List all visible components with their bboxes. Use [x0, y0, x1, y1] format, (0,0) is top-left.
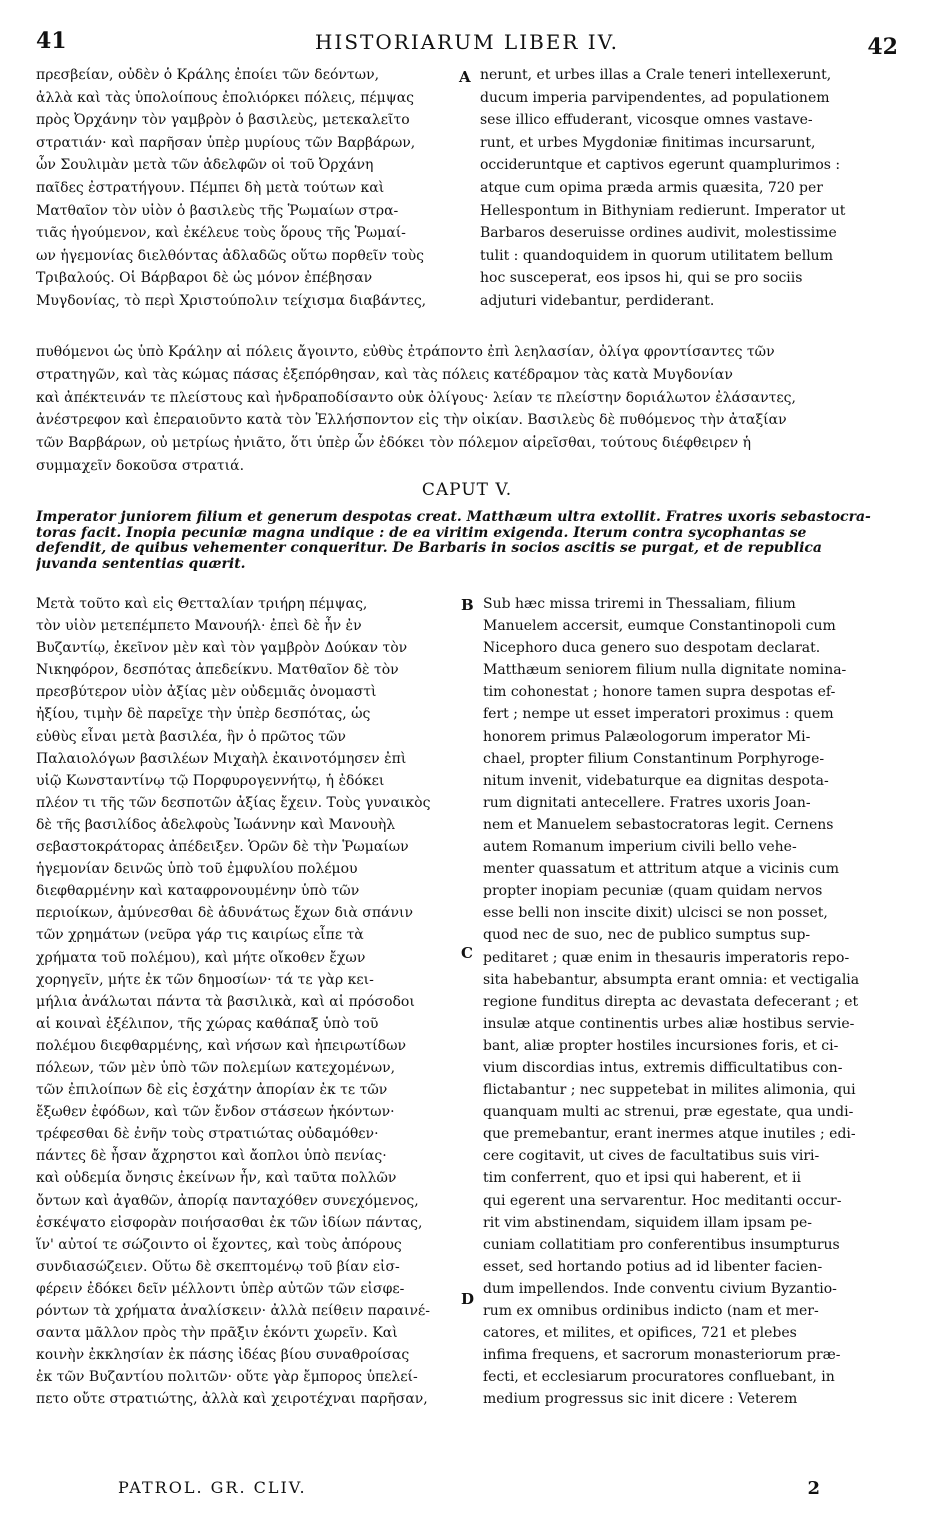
latin-line: Manuelem accersit, eumque Constantinopoli cum	[483, 618, 836, 635]
greek-line: πρὸς Ὀρχάνην τὸν γαμβρὸν ὁ βασιλεὺς, μετεκαλεῖτο	[36, 112, 410, 129]
summary-line: defendit, de quibus vehementer conqueritur. De Barbaris in socios ascitis se purgat, et de republica	[36, 541, 823, 556]
greek-line: παῖδες ἐστρατήγουν. Πέμπει δὴ μετὰ τούτων καὶ	[36, 179, 385, 196]
greek-line: ἀλλὰ καὶ τὰς ὑπολοίπους ἐπολιόρκει πόλεις, πέμψας	[36, 89, 415, 106]
greek-line: σεβαστοκράτορας ἀπέδειξεν. Ὁρῶν δὲ τὴν Ῥωμαίων	[36, 839, 409, 856]
chapter-summary	[36, 510, 898, 572]
latin-line: esset, sed hortando potius ad id libenter facien-	[483, 1258, 823, 1275]
greek-line: πολέμου διεφθαρμένης, καὶ νήσων καὶ ἠπειρωτίδων	[36, 1037, 407, 1054]
greek-line: ἵν' αὐτοί τε σώζοιντο οἱ ἔχοντες, καὶ τοὺς ἀπόρους	[36, 1236, 402, 1253]
latin-line: esse belli non inscite dixit) ulcisci se non posset,	[483, 905, 828, 922]
greek-column-top	[36, 64, 456, 313]
latin-line: sese illico effuderant, vicosque omnes vastave-	[480, 112, 813, 129]
latin-line: infima frequens, et sacrorum monasteriorum præ-	[483, 1347, 841, 1364]
latin-line: tim cohonestat ; honore tamen supra despotas ef-	[483, 684, 836, 701]
latin-line: tulit : quandoquidem in quorum utilitatem bellum	[480, 247, 833, 264]
latin-line: occideruntque et captivos egerunt quamplurimos :	[480, 157, 841, 174]
greek-line: Τριβαλούς. Οἱ Βάρβαροι δὲ ὡς μόνον ἐπέβησαν	[36, 270, 373, 287]
latin-line: Hellespontum in Bithyniam redierunt. Imperator ut	[480, 202, 846, 219]
greek-line: δὲ τῆς βασιλίδος ἀδελφοὺς Ἰωάννην καὶ Μανουὴλ	[36, 816, 396, 833]
greek-line: τῶν ἐπιλοίπων δὲ εἰς ἐσχάτην ἀπορίαν ἐκ τε τῶν	[36, 1082, 388, 1099]
greek-line: ὄντων καὶ ἀγαθῶν, ἀπορίᾳ πανταχόθεν συνεχόμενος,	[36, 1192, 419, 1209]
latin-line: medium progressus sic init dicere : Veterem	[483, 1391, 798, 1408]
latin-line: que premebantur, erant inermes atque inutiles ; edi-	[483, 1126, 856, 1143]
latin-line: adjuturi videbantur, perdiderant.	[480, 292, 715, 309]
latin-line: menter quassatum et attritum atque a vicinis cum	[483, 861, 839, 878]
margin-marker-b: B	[461, 596, 474, 614]
latin-line: nerunt, et urbes illas a Crale teneri intellexerunt,	[480, 67, 832, 83]
summary-line: juvanda sententias quærit.	[36, 556, 246, 572]
greek-line: ων ἡγεμονίας διελθόντας ἀδλαδῶς οὕτω πορθεῖν τοὺς	[36, 247, 424, 264]
latin-line: Barbaros deseruisse ordines audivit, molestissime	[480, 225, 837, 242]
greek-line: ἠξίου, τιμὴν δὲ παρεῖχε τὴν ὑπὲρ δεσπότας, ὡς	[36, 706, 371, 723]
running-title: HISTORIARUM LIBER IV.	[314, 30, 620, 54]
latin-line: autem Romanum imperium civili bello vehe-	[483, 839, 797, 856]
greek-line: στρατηγῶν, καὶ τὰς κώμας πάσας ἐξεπόρθησαν, καὶ τὰς πόλεις κατέδραμον τὰς κατὰ Μυγδονίαν	[36, 366, 733, 383]
margin-marker-c: C	[461, 944, 473, 962]
latin-line: honorem primus Palæologorum imperator Mi-	[483, 728, 811, 745]
greek-line: τῶν Βαρβάρων, οὐ μετρίως ἠνιᾶτο, ὅτι ὑπὲρ ὧν ἐδόκει τὸν πόλεμον αἱρεῖσθαι, τούτους διέφθειρεν ἡ	[36, 435, 751, 452]
greek-line: συνδιασώζειεν. Οὕτω δὲ σκεπτομένῳ τοῦ βίαν εἰσ-	[36, 1258, 400, 1275]
latin-line: quanquam multi ac strenui, præ egestate, qua undi-	[483, 1104, 854, 1121]
greek-line: αἱ κοιναὶ ἐξέλιπον, τῆς χώρας καθάπαξ ὑπὸ τοῦ	[36, 1015, 379, 1032]
latin-column-top	[480, 64, 898, 313]
latin-line: bant, aliæ propter hostiles incursiones foris, et ci-	[483, 1037, 839, 1054]
greek-line: χορηγεῖν, μήτε ἐκ τῶν δημοσίων· τά τε γὰρ κει-	[36, 971, 374, 988]
greek-line: στρατιάν· καὶ παρῆσαν ὑπὲρ μυρίους τῶν Βαρβάρων,	[36, 134, 416, 151]
latin-line: cuniam collatitiam pro conferentibus insumpturus	[483, 1236, 840, 1253]
greek-line: μήλια ἀνάλωται πάντα τὰ βασιλικὰ, καὶ αἱ πρόσοδοι	[36, 993, 415, 1010]
greek-line: ἐσκέψατο εἰσφορὰν ποιήσασθαι ἐκ τῶν ἰδίων πάντας,	[36, 1214, 423, 1231]
greek-line: πλέον τι τῆς τῶν δεσποτῶν ἀξίας ἔχειν. Τοὺς γυναικὸς	[36, 794, 431, 811]
latin-line: regione funditus direpta ac devastata defecerant ; et	[483, 993, 859, 1010]
page-header	[36, 24, 898, 60]
latin-line: nem et Manuelem sebastocratoras legit. Cernens	[483, 816, 834, 833]
greek-line: τὸν υἱὸν μετεπέμπετο Μανουήλ· ἐπεὶ δὲ ἦν ἐν	[36, 618, 362, 635]
greek-line: τρέφεσθαι δὲ ἐνῆν τοὺς στρατιώτας οὐδαμόθεν·	[36, 1126, 379, 1143]
greek-full-width-text	[36, 341, 898, 478]
greek-line: διεφθαρμένην καὶ καταφρονουμένην ὑπὸ τῶν	[36, 883, 360, 900]
greek-line: Παλαιολόγων βασιλέων Μιχαὴλ ἐκαινοτόμησεν ἐπὶ	[36, 750, 407, 767]
greek-line: κοινὴν ἐκκλησίαν ἐκ πάσης ἰδέας βίου συναθροίσας	[36, 1347, 410, 1364]
summary-line: toras facit. Inopia pecuniæ magna undique : de ea viritim exigenda. Iterum contra sycophantas se	[36, 525, 807, 541]
greek-line: πρεσβείαν, οὐδὲν ὁ Κράλης ἐποίει τῶν δεόντων,	[36, 67, 380, 83]
page-number-right: 42	[867, 34, 898, 60]
latin-line: Matthæum seniorem filium nulla dignitate nomina-	[483, 662, 847, 679]
footer-patrol: PATROL. GR. CLIV.	[118, 1478, 307, 1497]
greek-line: Βυζαντίῳ, ἐκεῖνον μὲν καὶ τὸν γαμβρὸν Δούκαν τὸν	[36, 640, 408, 657]
latin-column-main	[483, 593, 898, 1410]
latin-line: rum dignitati antecellere. Fratres uxoris Joan-	[483, 794, 811, 811]
greek-line: πάντες δὲ ἦσαν ἄχρηστοι καὶ ἄοπλοι ὑπὸ πενίας·	[36, 1148, 387, 1165]
latin-line: quod nec de suo, nec de publico sumptus sup-	[483, 927, 811, 944]
latin-line: qui egerent una servarentur. Hoc meditanti occur-	[483, 1192, 842, 1209]
latin-line: atque cum opima præda armis quæsita, 720 per	[480, 179, 823, 196]
latin-line: runt, et urbes Mygdoniæ finitimas incursarunt,	[480, 134, 816, 151]
greek-line: φέρειν ἐδόκει δεῖν μέλλοντι ὑπὲρ αὐτῶν τῶν εἰσφε-	[36, 1280, 405, 1297]
greek-line: Ματθαῖον τὸν υἱὸν ὁ βασιλεὺς τῆς Ῥωμαίων στρα-	[36, 202, 399, 219]
latin-line: rum ex omnibus ordinibus indicto (nam et mer-	[483, 1303, 819, 1319]
greek-line: τῶν χρημάτων (νεῦρα γάρ τις καιρίως εἶπε τὰ	[36, 927, 364, 944]
greek-line: περιοίκων, ἀμύνεσθαι δὲ ἀδυνάτως ἔχων διὰ σπάνιν	[36, 905, 413, 922]
latin-line: fecti, et ecclesiarum procuratores confluebant, in	[483, 1369, 835, 1386]
page-footer	[36, 1478, 898, 1502]
signature-mark: 2	[807, 1478, 820, 1499]
latin-line: hoc susceperat, eos ipsos hi, qui se pro sociis	[480, 270, 803, 287]
greek-line: Μετὰ τοῦτο καὶ εἰς Θετταλίαν τριήρη πέμψας,	[36, 596, 368, 612]
greek-line: ὧν Σουλιμὰν μετὰ τῶν ἀδελφῶν οἱ τοῦ Ὀρχάνη	[36, 157, 374, 174]
greek-line: καὶ οὐδεμία ὄνησις ἐκείνων ἦν, καὶ ταῦτα πολλῶν	[36, 1170, 397, 1187]
latin-line: Nicephoro duca genero suo despotam declarat.	[483, 640, 821, 657]
latin-line: chael, propter filium Constantinum Porphyroge-	[483, 750, 825, 767]
greek-line: καὶ ἀπέκτεινάν τε πλείστους καὶ ἠνδραποδίσαντο οὐκ ὀλίγους· λείαν τε πλείστην δοριάλωτον ἐλάσαντες,	[36, 389, 796, 406]
summary-line: Imperator juniorem filium et generum despotas creat. Matthæum ultra extollit. Fratres uxoris sebastocra-	[36, 510, 871, 525]
greek-line: ἀνέστρεφον καὶ ἐπεραιοῦντο κατὰ τὸν Ἑλλήσποντον εἰς τὴν οἰκίαν. Βασιλεὺς δὲ πυθόμενος τὴν ἀταξίαν	[36, 412, 787, 429]
latin-line: nitum invenit, videbaturque ea dignitas despota-	[483, 772, 829, 789]
latin-line: Sub hæc missa triremi in Thessaliam, filium	[483, 596, 796, 612]
greek-line: ρόντων τὰ χρήματα ἀναλίσκειν· ἀλλὰ πείθειν παραινέ-	[36, 1303, 430, 1319]
latin-line: fert ; nempe ut esset imperatori proximus : quem	[483, 706, 834, 723]
latin-line: flictabantur ; nec suppetebat in milites alimonia, qui	[483, 1082, 856, 1099]
greek-line: ἐκ τῶν Βυζαντίου πολιτῶν· οὔτε γὰρ ἔμπορος ὑπελεί-	[36, 1369, 418, 1386]
greek-line: συμμαχεῖν δοκοῦσα στρατιά.	[36, 457, 245, 474]
greek-line: πόλεων, τῶν μὲν ὑπὸ τῶν πολεμίων κατεχομένων,	[36, 1059, 396, 1076]
greek-line: τιᾶς ἡγούμενον, καὶ ἐκέλευε τοὺς ὅρους τῆς Ῥωμαί-	[36, 225, 406, 242]
greek-line: υἱῷ Κωνσταντίνῳ τῷ Πορφυρογεννήτῳ, ἡ ἐδόκει	[36, 772, 385, 789]
latin-line: tim conferrent, quo et ipsi qui haberent, et ii	[483, 1170, 801, 1187]
latin-line: cere cogitavit, ut cives de facultatibus suis viri-	[483, 1148, 820, 1165]
latin-line: catores, et milites, et opifices, 721 et plebes	[483, 1325, 797, 1342]
margin-marker-a: A	[459, 68, 471, 86]
greek-line: Νικηφόρον, δεσπότας ἀπεδείκνυ. Ματθαῖον δὲ τὸν	[36, 662, 399, 679]
page-number-left: 41	[36, 28, 67, 54]
greek-line: πυθόμενοι ὡς ὑπὸ Κράλην αἱ πόλεις ἄγοιντο, εὐθὺς ἐτράποντο ἐπὶ λεηλασίαν, ὀλίγα φροντίσαντες τῶν	[36, 344, 775, 360]
latin-line: vium discordias intus, extremis difficultatibus con-	[483, 1059, 843, 1076]
latin-line: dum impellendos. Inde conventu civium Byzantio-	[483, 1280, 837, 1297]
greek-line: χρήματα τοῦ πολέμου), καὶ μήτε οἴκοθεν ἔχων	[36, 949, 366, 966]
chapter-heading: CAPUT V.	[421, 480, 513, 500]
greek-line: πρεσβύτερον υἱὸν ἀξίας μὲν οὐδεμιᾶς ὀνομαστὶ	[36, 684, 377, 701]
latin-line: propter inopiam pecuniæ (quam quidam nervos	[483, 883, 823, 900]
margin-marker-d: D	[461, 1290, 475, 1308]
latin-line: peditaret ; quæ enim in thesauris imperatoris repo-	[483, 949, 850, 966]
greek-line: πετο οὔτε στρατιώτης, ἀλλὰ καὶ χειροτέχναι παρῆσαν,	[36, 1391, 428, 1408]
latin-line: insulæ atque continentis urbes aliæ hostibus servie-	[483, 1015, 855, 1032]
greek-line: Μυγδονίας, τὸ περὶ Χριστούπολιν τείχισμα διαβάντες,	[36, 292, 427, 309]
latin-line: ducum imperia parvipendentes, ad populationem	[480, 89, 830, 106]
latin-line: sita habebantur, absumpta erant omnia: et vectigalia	[483, 971, 860, 988]
greek-column-main	[36, 593, 458, 1410]
latin-line: rit vim abstinendam, siquidem illam ipsam pe-	[483, 1214, 813, 1231]
greek-line: σαντα μᾶλλον πρὸς τὴν πρᾶξιν ἑκόντι χωρεῖν. Καὶ	[36, 1325, 398, 1342]
greek-line: εὐθὺς εἶναι μετὰ βασιλέα, ἣν ὁ πρῶτος τῶν	[36, 728, 346, 745]
greek-line: ἡγεμονίαν δεινῶς ὑπὸ τοῦ ἐμφυλίου πολέμου	[36, 861, 358, 878]
greek-line: ἔξωθεν ἐφόδων, καὶ τῶν ἔνδον στάσεων ἡκόντων·	[36, 1104, 395, 1121]
